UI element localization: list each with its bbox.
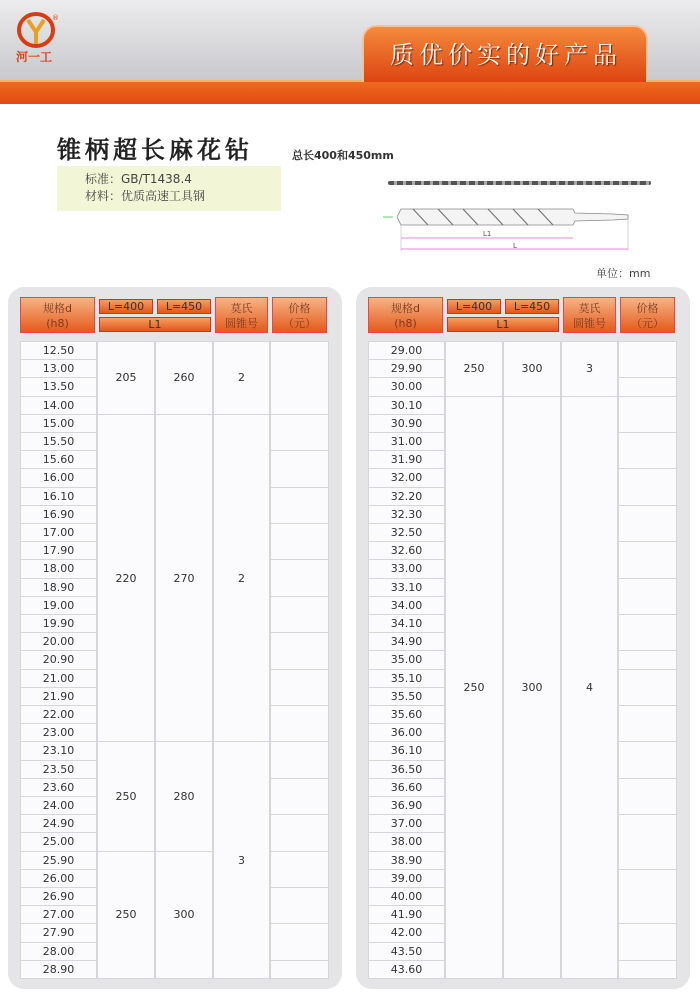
size-d-cell: 16.10 bbox=[20, 487, 97, 506]
size-d-cell: 20.00 bbox=[20, 632, 97, 651]
price-cell bbox=[618, 669, 677, 706]
price-cell bbox=[618, 377, 677, 396]
price-cell bbox=[618, 741, 677, 778]
slogan-banner: 质优价实的好产品 bbox=[362, 25, 648, 82]
l1-450-cell: 280 bbox=[155, 741, 213, 851]
size-d-cell: 25.00 bbox=[20, 832, 97, 851]
size-d-cell: 38.90 bbox=[368, 851, 445, 870]
price-cell bbox=[618, 814, 677, 870]
size-d-cell: 23.50 bbox=[20, 760, 97, 779]
size-d-cell: 23.10 bbox=[20, 741, 97, 760]
header-l1: L1 bbox=[447, 317, 559, 332]
drill-photo bbox=[388, 181, 651, 185]
size-d-cell: 30.90 bbox=[368, 414, 445, 433]
header-label: 规格d bbox=[43, 302, 72, 315]
price-cell bbox=[270, 741, 329, 778]
header-l400: L=400 bbox=[447, 299, 501, 314]
size-d-cell: 25.90 bbox=[20, 851, 97, 870]
morse-taper-cell: 2 bbox=[213, 341, 270, 415]
size-d-cell: 28.00 bbox=[20, 942, 97, 961]
diagram-label-l1: L1 bbox=[483, 230, 492, 238]
price-cell bbox=[618, 432, 677, 469]
size-d-cell: 14.00 bbox=[20, 396, 97, 415]
price-cell bbox=[270, 778, 329, 815]
l1-450-cell: 300 bbox=[503, 341, 561, 397]
price-cell bbox=[270, 705, 329, 742]
price-cell bbox=[618, 341, 677, 378]
price-cell bbox=[270, 923, 329, 960]
size-d-cell: 36.10 bbox=[368, 741, 445, 760]
price-cell bbox=[270, 414, 329, 451]
morse-taper-cell: 3 bbox=[561, 341, 618, 397]
size-d-cell: 30.00 bbox=[368, 377, 445, 396]
price-cell bbox=[270, 487, 329, 524]
unit-label: 单位：mm bbox=[596, 267, 651, 280]
size-d-cell: 22.00 bbox=[20, 705, 97, 724]
size-d-cell: 19.90 bbox=[20, 614, 97, 633]
size-d-cell: 27.00 bbox=[20, 905, 97, 924]
header-morse-taper bbox=[215, 297, 268, 333]
header-label: 莫氏 bbox=[230, 302, 253, 315]
l1-400-cell: 250 bbox=[445, 341, 503, 397]
header-sublabel: 圆锥号 bbox=[225, 317, 258, 330]
size-d-cell: 15.50 bbox=[20, 432, 97, 451]
price-cell bbox=[618, 923, 677, 960]
size-d-cell: 20.90 bbox=[20, 650, 97, 669]
size-d-cell: 32.30 bbox=[368, 505, 445, 524]
size-d-cell: 36.50 bbox=[368, 760, 445, 779]
l1-400-cell: 250 bbox=[445, 396, 503, 979]
header-price bbox=[620, 297, 675, 333]
header-sublabel: (h8) bbox=[46, 317, 69, 330]
price-cell bbox=[270, 341, 329, 415]
size-d-cell: 32.00 bbox=[368, 468, 445, 487]
size-d-cell: 18.00 bbox=[20, 559, 97, 578]
price-cell bbox=[270, 814, 329, 851]
size-d-cell: 35.50 bbox=[368, 687, 445, 706]
size-d-cell: 28.90 bbox=[20, 960, 97, 979]
price-cell bbox=[270, 669, 329, 706]
morse-taper-cell: 4 bbox=[561, 396, 618, 979]
size-d-cell: 32.60 bbox=[368, 541, 445, 560]
header-l450: L=450 bbox=[157, 299, 211, 314]
morse-taper-cell: 2 bbox=[213, 414, 270, 743]
price-cell bbox=[618, 960, 677, 979]
logo-text: 河一工 bbox=[16, 50, 53, 64]
price-cell bbox=[618, 650, 677, 669]
company-logo-icon bbox=[16, 12, 60, 48]
standard-text: 标准：GB/T1438.4 bbox=[85, 172, 192, 186]
header-sublabel: （元） bbox=[283, 317, 316, 330]
size-d-cell: 15.60 bbox=[20, 450, 97, 469]
drill-diagram bbox=[383, 205, 638, 260]
size-d-cell: 35.10 bbox=[368, 669, 445, 688]
size-d-cell: 36.90 bbox=[368, 796, 445, 815]
size-d-cell: 24.90 bbox=[20, 814, 97, 833]
spec-box bbox=[57, 166, 281, 211]
price-cell bbox=[270, 596, 329, 633]
size-d-cell: 43.50 bbox=[368, 942, 445, 961]
size-d-cell: 33.00 bbox=[368, 559, 445, 578]
size-d-cell: 35.00 bbox=[368, 650, 445, 669]
product-title: 锥柄超长麻花钻 bbox=[57, 136, 253, 164]
header-morse-taper bbox=[563, 297, 616, 333]
size-d-cell: 35.60 bbox=[368, 705, 445, 724]
l1-400-cell: 250 bbox=[97, 741, 155, 851]
size-d-cell: 38.00 bbox=[368, 832, 445, 851]
size-d-cell: 24.00 bbox=[20, 796, 97, 815]
size-d-cell: 29.90 bbox=[368, 359, 445, 378]
l1-400-cell: 220 bbox=[97, 414, 155, 743]
material-text: 材料：优质高速工具钢 bbox=[85, 189, 206, 203]
header-label: 规格d bbox=[391, 302, 420, 315]
size-d-cell: 23.60 bbox=[20, 778, 97, 797]
l1-450-cell: 260 bbox=[155, 341, 213, 415]
size-d-cell: 29.00 bbox=[368, 341, 445, 360]
size-d-cell: 13.50 bbox=[20, 377, 97, 396]
size-d-cell: 33.10 bbox=[368, 578, 445, 597]
price-cell bbox=[618, 396, 677, 433]
header-sublabel: (h8) bbox=[394, 317, 417, 330]
size-d-cell: 13.00 bbox=[20, 359, 97, 378]
size-d-cell: 32.20 bbox=[368, 487, 445, 506]
size-d-cell: 17.90 bbox=[20, 541, 97, 560]
price-cell bbox=[270, 632, 329, 669]
header-size-d bbox=[368, 297, 443, 333]
price-cell bbox=[270, 887, 329, 924]
size-d-cell: 26.90 bbox=[20, 887, 97, 906]
size-d-cell: 30.10 bbox=[368, 396, 445, 415]
size-d-cell: 16.00 bbox=[20, 468, 97, 487]
size-d-cell: 15.00 bbox=[20, 414, 97, 433]
size-d-cell: 19.00 bbox=[20, 596, 97, 615]
size-d-cell: 27.90 bbox=[20, 923, 97, 942]
size-d-cell: 18.90 bbox=[20, 578, 97, 597]
size-d-cell: 12.50 bbox=[20, 341, 97, 360]
price-cell bbox=[270, 450, 329, 487]
header-l450: L=450 bbox=[505, 299, 559, 314]
header-label: 价格 bbox=[636, 302, 659, 315]
size-d-cell: 36.00 bbox=[368, 723, 445, 742]
price-cell bbox=[270, 960, 329, 979]
price-cell bbox=[618, 468, 677, 505]
header-sublabel: 圆锥号 bbox=[573, 317, 606, 330]
l1-400-cell: 250 bbox=[97, 851, 155, 979]
price-cell bbox=[270, 559, 329, 596]
size-d-cell: 31.00 bbox=[368, 432, 445, 451]
header-l400: L=400 bbox=[99, 299, 153, 314]
right-table-panel bbox=[356, 287, 690, 989]
l1-450-cell: 300 bbox=[503, 396, 561, 979]
size-d-cell: 23.00 bbox=[20, 723, 97, 742]
price-cell bbox=[270, 523, 329, 560]
size-d-cell: 43.60 bbox=[368, 960, 445, 979]
header-l1: L1 bbox=[99, 317, 211, 332]
size-d-cell: 32.50 bbox=[368, 523, 445, 542]
l1-400-cell: 205 bbox=[97, 341, 155, 415]
size-d-cell: 40.00 bbox=[368, 887, 445, 906]
product-subtitle: 总长400和450mm bbox=[292, 149, 394, 162]
size-d-cell: 34.90 bbox=[368, 632, 445, 651]
header-label: 价格 bbox=[288, 302, 311, 315]
header-price bbox=[272, 297, 327, 333]
size-d-cell: 34.10 bbox=[368, 614, 445, 633]
header-size-d bbox=[20, 297, 95, 333]
size-d-cell: 31.90 bbox=[368, 450, 445, 469]
price-cell bbox=[270, 851, 329, 888]
size-d-cell: 17.00 bbox=[20, 523, 97, 542]
morse-taper-cell: 3 bbox=[213, 741, 270, 979]
left-table-panel bbox=[8, 287, 342, 989]
size-d-cell: 37.00 bbox=[368, 814, 445, 833]
size-d-cell: 42.00 bbox=[368, 923, 445, 942]
price-cell bbox=[618, 705, 677, 742]
size-d-cell: 41.90 bbox=[368, 905, 445, 924]
size-d-cell: 16.90 bbox=[20, 505, 97, 524]
size-d-cell: 34.00 bbox=[368, 596, 445, 615]
size-d-cell: 26.00 bbox=[20, 869, 97, 888]
size-d-cell: 21.90 bbox=[20, 687, 97, 706]
l1-450-cell: 270 bbox=[155, 414, 213, 743]
header-sublabel: （元） bbox=[631, 317, 664, 330]
price-cell bbox=[618, 614, 677, 651]
l1-450-cell: 300 bbox=[155, 851, 213, 979]
size-d-cell: 36.60 bbox=[368, 778, 445, 797]
diagram-label-l: L bbox=[513, 242, 517, 250]
price-cell bbox=[618, 541, 677, 578]
price-cell bbox=[618, 578, 677, 615]
price-cell bbox=[618, 869, 677, 925]
size-d-cell: 21.00 bbox=[20, 669, 97, 688]
header-stripe bbox=[0, 80, 700, 104]
price-cell bbox=[618, 505, 677, 542]
header-label: 莫氏 bbox=[578, 302, 601, 315]
svg-text:®: ® bbox=[52, 14, 59, 22]
price-cell bbox=[618, 778, 677, 815]
size-d-cell: 39.00 bbox=[368, 869, 445, 888]
